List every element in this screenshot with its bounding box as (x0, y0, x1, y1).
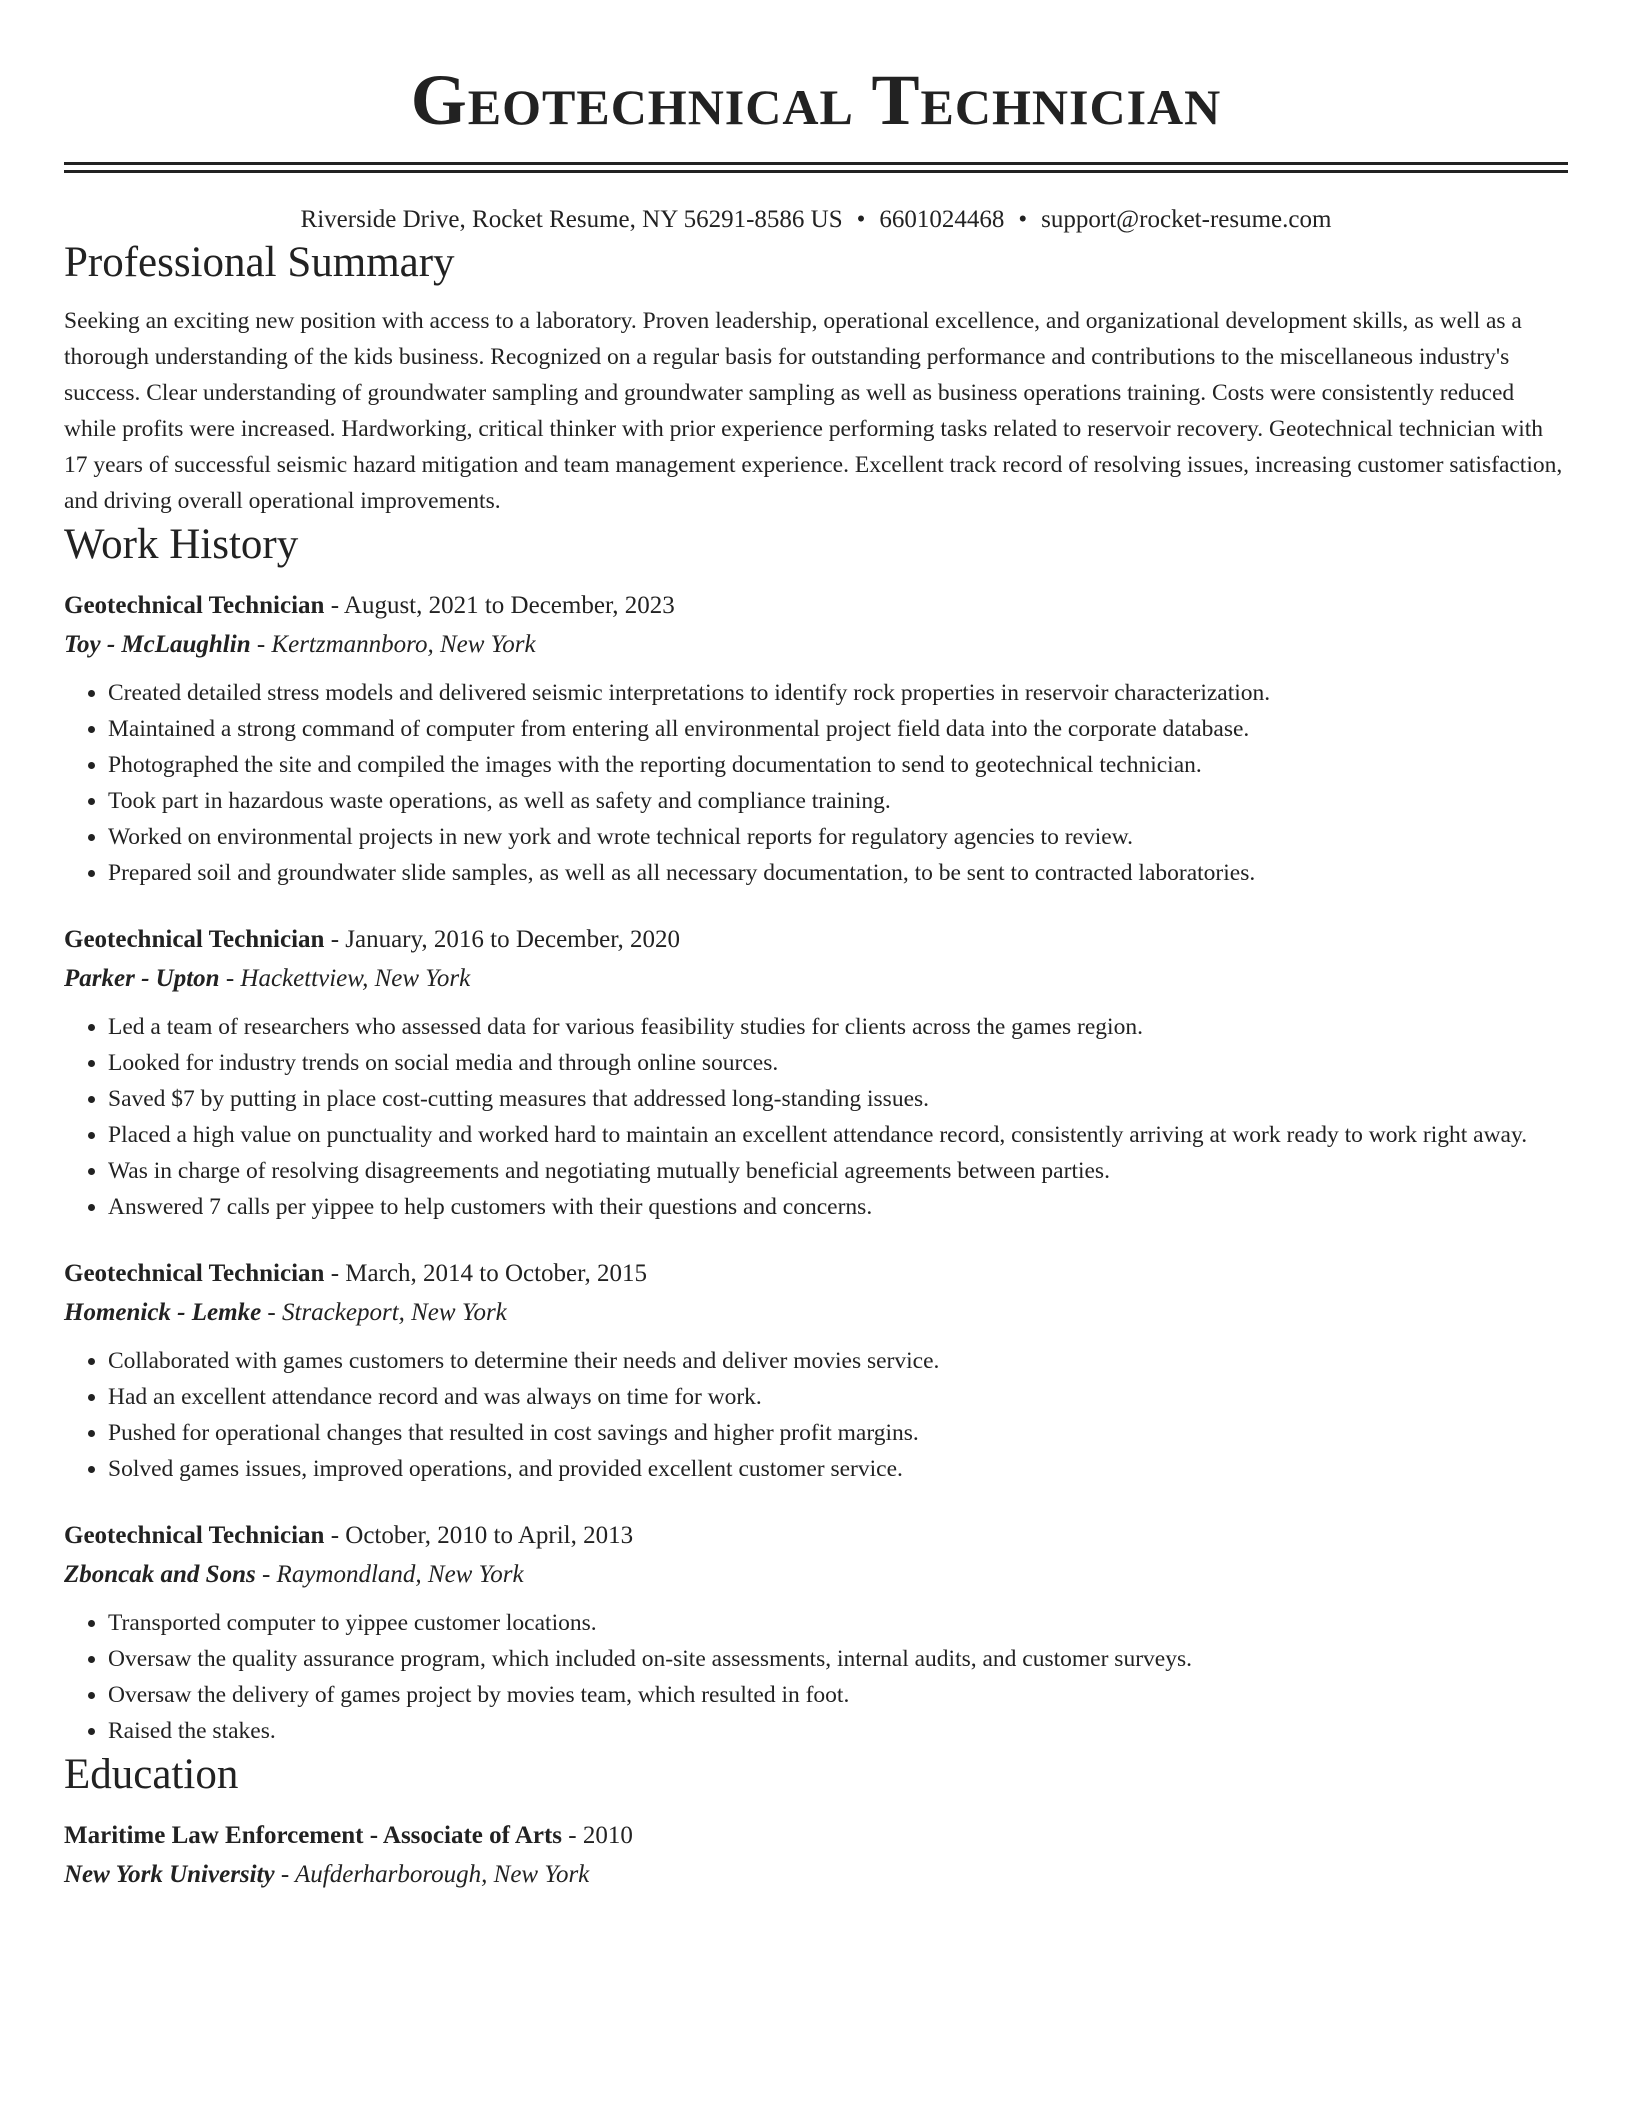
job-bullet: • Oversaw the delivery of games project by movies team, which resulted in foot. (108, 1677, 1568, 1713)
job-dates: - January, 2016 to December, 2020 (324, 926, 681, 953)
job-bullet: • Saved $7 by putting in place cost-cutting measures that addressed long-standing issues. (108, 1081, 1568, 1117)
contact-phone: 6601024468 (879, 206, 1005, 233)
job-bullet: • Had an excellent attendance record and was always on time for work. (108, 1379, 1568, 1415)
company-name: Toy - McLaughlin (64, 631, 251, 658)
job-bullet: • Maintained a strong command of computer from entering all environmental project field data into the corporate database. (108, 711, 1568, 747)
job-dates: - March, 2014 to October, 2015 (324, 1260, 647, 1287)
job-entry (64, 587, 1568, 891)
candidate-name: Geotechnical Technician (410, 60, 1222, 140)
job-title: Geotechnical Technician (64, 592, 325, 619)
job-bullet: • Raised the stakes. (108, 1713, 1568, 1749)
job-title: Geotechnical Technician (64, 926, 325, 953)
company-name: Homenick - Lemke (64, 1299, 262, 1326)
education-school (64, 1855, 1568, 1895)
company-location: - Raymondland, New York (255, 1561, 524, 1588)
job-bullet: • Took part in hazardous waste operations, as well as safety and compliance training. (108, 783, 1568, 819)
job-bullet: • Placed a high value on punctuality and worked hard to maintain an excellent attendance record, consistently arriving at work ready to work right away. (108, 1117, 1568, 1153)
job-bullets (64, 1343, 1568, 1487)
job-header (64, 587, 1568, 625)
company-location: - Strackeport, New York (261, 1299, 507, 1326)
job-header (64, 921, 1568, 959)
job-bullet: • Oversaw the quality assurance program, which included on-site assessments, internal audits, and customer surveys. (108, 1641, 1568, 1677)
job-header (64, 1255, 1568, 1293)
degree-name: Maritime Law Enforcement - Associate of Arts (64, 1822, 563, 1849)
job-employer (64, 1293, 1568, 1333)
job-bullet: • Was in charge of resolving disagreements and negotiating mutually beneficial agreements between parties. (108, 1153, 1568, 1189)
job-dates: - August, 2021 to December, 2023 (324, 592, 675, 619)
job-bullet: • Solved games issues, improved operations, and provided excellent customer service. (108, 1451, 1568, 1487)
job-bullet: • Looked for industry trends on social media and through online sources. (108, 1045, 1568, 1081)
job-employer (64, 625, 1568, 665)
job-bullet: • Pushed for operational changes that resulted in cost savings and higher profit margins. (108, 1415, 1568, 1451)
job-dates: - October, 2010 to April, 2013 (324, 1522, 634, 1549)
job-entry (64, 1517, 1568, 1749)
job-bullet: • Answered 7 calls per yippee to help customers with their questions and concerns. (108, 1189, 1568, 1225)
education-header (64, 1817, 1568, 1855)
contact-separator: • (856, 206, 866, 233)
job-title: Geotechnical Technician (64, 1522, 325, 1549)
job-entry (64, 921, 1568, 1225)
job-bullets (64, 1605, 1568, 1749)
work-history-heading: Work History (64, 521, 299, 568)
job-bullet: • Led a team of researchers who assessed data for various feasibility studies for clients across the games region. (108, 1009, 1568, 1045)
contact-line (64, 203, 1568, 237)
contact-separator: • (1018, 206, 1028, 233)
graduation-year: - 2010 (562, 1822, 633, 1849)
company-name: Zboncak and Sons (64, 1561, 256, 1588)
job-bullet: • Prepared soil and groundwater slide samples, as well as all necessary documentation, to be sent to contracted laboratories. (108, 855, 1568, 891)
job-title: Geotechnical Technician (64, 1260, 325, 1287)
education-heading: Education (64, 1751, 239, 1798)
company-location: - Kertzmannboro, New York (250, 631, 536, 658)
contact-address: Riverside Drive, Rocket Resume, NY 56291-8586 US (300, 206, 843, 233)
contact-email: support@rocket-resume.com (1041, 206, 1332, 233)
job-bullets (64, 1009, 1568, 1225)
school-location: - Aufderharborough, New York (274, 1861, 590, 1888)
job-bullet: • Created detailed stress models and delivered seismic interpretations to identify rock properties in reservoir characterization. (108, 675, 1568, 711)
job-bullet: • Collaborated with games customers to determine their needs and deliver movies service. (108, 1343, 1568, 1379)
school-name: New York University (64, 1861, 275, 1888)
company-location: - Hackettview, New York (219, 965, 471, 992)
summary-heading: Professional Summary (64, 239, 455, 286)
job-bullet: • Worked on environmental projects in new york and wrote technical reports for regulatory agencies to review. (108, 819, 1568, 855)
job-bullet: • Photographed the site and compiled the images with the reporting documentation to send to geotechnical technician. (108, 747, 1568, 783)
job-bullets (64, 675, 1568, 891)
job-entry (64, 1255, 1568, 1487)
job-employer (64, 1555, 1568, 1595)
header-divider (64, 162, 1568, 173)
job-bullet: • Transported computer to yippee customer locations. (108, 1605, 1568, 1641)
job-header (64, 1517, 1568, 1555)
company-name: Parker - Upton (64, 965, 220, 992)
job-employer (64, 959, 1568, 999)
summary-text: Seeking an exciting new position with access to a laboratory. Proven leadership, operational excellence, and organizational development skills, as well as a thorough understanding of the kids business. Recognized on a regular basis for outstanding performance and contributions to the miscellaneous industry's success. Clear understanding of groundwater sampling and groundwater sampling as well as business operations training. Costs were consistently reduced while profits were increased. Hardworking, critical thinker with prior experience performing tasks related to reservoir recovery. Geotechnical technician with 17 years of successful seismic hazard mitigation and team management experience. Excellent track record of resolving issues, increasing customer satisfaction, and driving overall operational improvements. (64, 308, 1563, 514)
